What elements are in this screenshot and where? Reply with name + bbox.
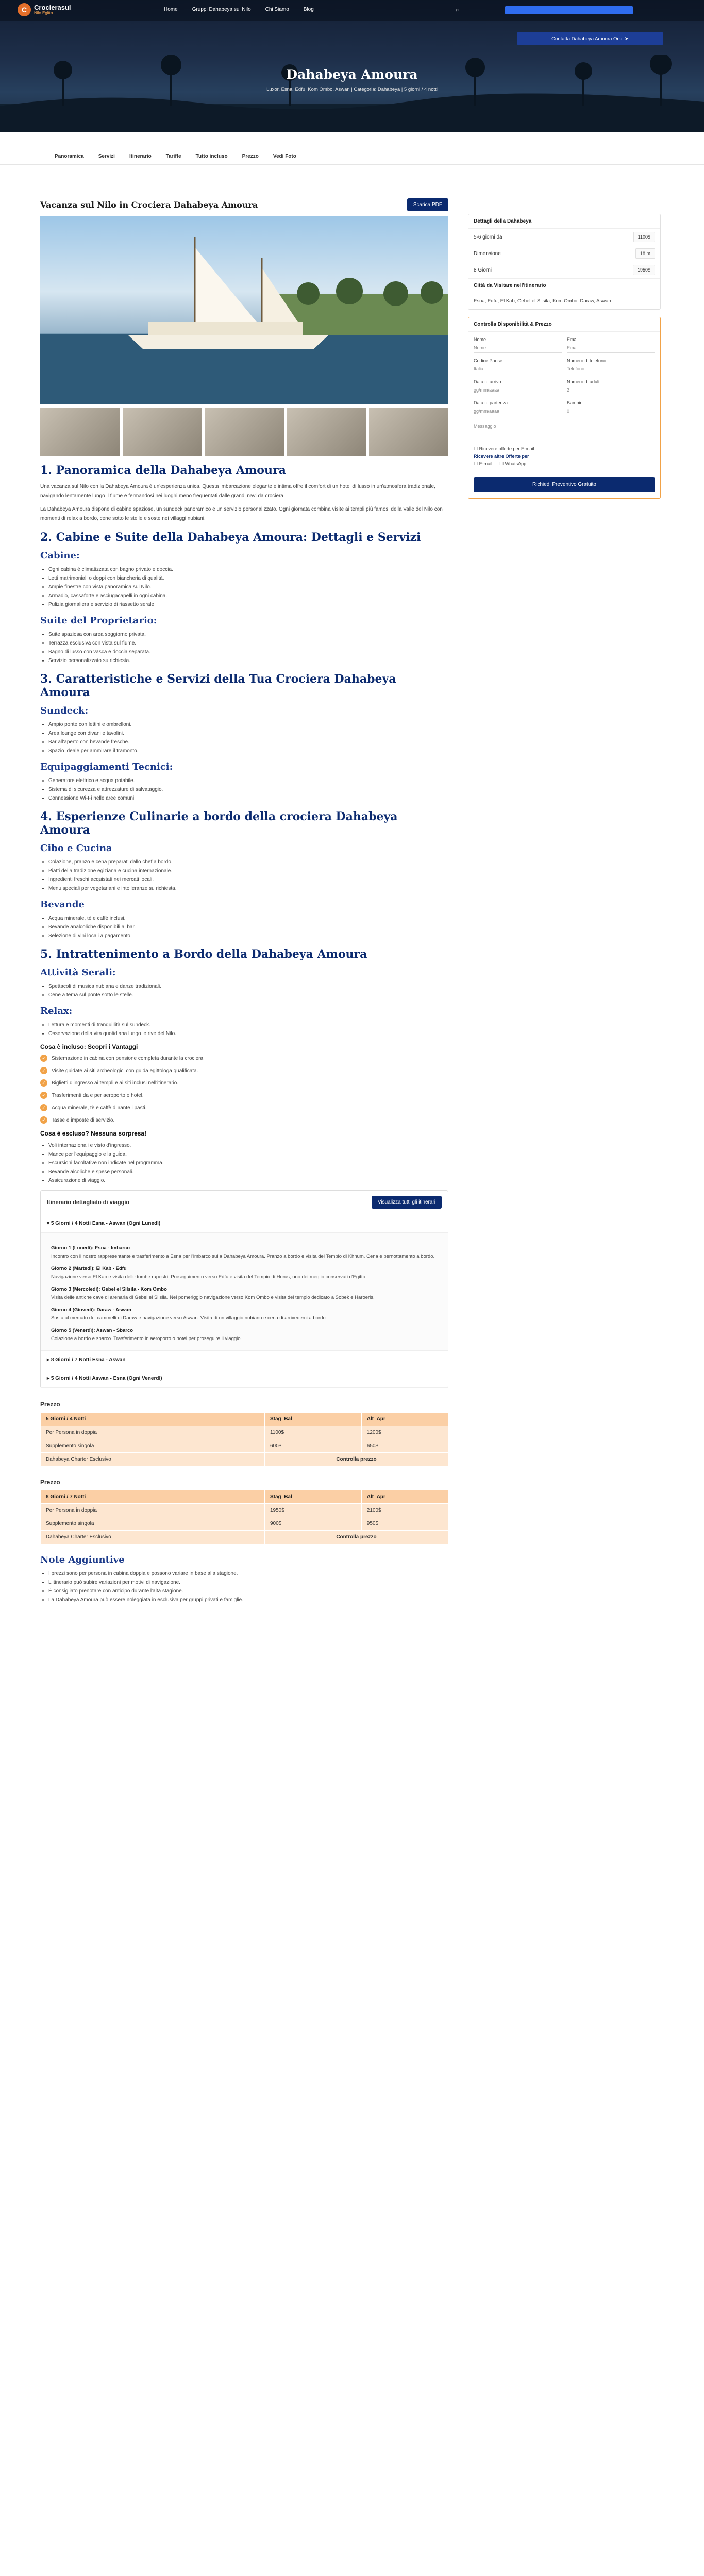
list-item: • Pulizia giornaliera e servizio di riassetto serale. — [48, 600, 448, 609]
day-text: Navigazione verso El Kab e visita delle tombe rupestri. Proseguimento verso Edfu e visita del Tempio di Horus, uno dei meglio conservati d'Egitto. — [51, 1274, 367, 1280]
list-item: • Generatore elettrico e acqua potabile. — [48, 776, 448, 785]
page-subtitle: Luxor, Esna, Edfu, Kom Ombo, Aswan | Categoria: Dahabeya | 5 giorni / 4 notti — [266, 87, 438, 92]
field-label: Codice Paese — [474, 358, 503, 363]
request-quote-button[interactable]: Richiedi Preventivo Gratuito — [474, 477, 655, 492]
list-item: • Acqua minerale, tè e caffè inclusi. — [48, 914, 448, 923]
list-item: • Ampio ponte con lettini e ombrelloni. — [48, 720, 448, 729]
logo-subtitle: Nilo Egitto — [34, 11, 53, 15]
list-item: • È consigliato prenotare con anticipo durante l'alta stagione. — [48, 1587, 448, 1596]
page-title: Dahabeya Amoura — [286, 67, 418, 82]
list-item: • Letti matrimoniali o doppi con biancheria di qualità. — [48, 574, 448, 583]
list-item: • Terrazza esclusiva con vista sul fiume. — [48, 639, 448, 648]
list-item: • Assicurazione di viaggio. — [48, 1176, 448, 1185]
nav-home[interactable]: Home — [164, 7, 178, 12]
bullet-list — [48, 776, 448, 803]
list-item: • Bar all'aperto con bevande fresche. — [48, 738, 448, 747]
table-header: 5 Giorni / 4 Notti — [41, 1413, 265, 1426]
main-dahabeya-photo[interactable] — [40, 216, 448, 404]
included-text: Acqua minerale, tè e caffè durante i pasti. — [52, 1105, 147, 1111]
list-item: • Ampie finestre con vista panoramica sul Nilo. — [48, 583, 448, 591]
arrival-date-input[interactable]: gg/mm/aaaa — [474, 385, 562, 395]
included-item — [40, 1116, 448, 1125]
check-icon: ✓ — [40, 1067, 47, 1074]
included-text: Tasse e imposte di servizio. — [52, 1117, 115, 1123]
send-icon: ➤ — [624, 36, 629, 42]
table-header: Stag_Bal — [264, 1490, 361, 1504]
section-heading: 4. Esperienze Culinarie a bordo della crociera Dahabeya Amoura — [40, 810, 398, 837]
excluded-heading: Cosa è escluso? Nessuna sorpresa! — [40, 1130, 147, 1137]
hero-palms-image — [0, 55, 704, 132]
thumbnail[interactable] — [369, 408, 448, 456]
availability-heading: Controlla Disponibilità & Prezzo — [468, 317, 660, 332]
search-icon[interactable]: ⌕ — [456, 6, 459, 13]
field-label: Numero di adulti — [567, 379, 601, 384]
detail-label: 5-6 giorni da — [474, 234, 502, 240]
field-label: Bambini — [567, 400, 584, 405]
main-content — [40, 198, 448, 1608]
tab-servizi[interactable]: Servizi — [98, 154, 115, 159]
checkbox-label: E-mail — [479, 461, 493, 466]
accordion-title: 8 Giorni / 7 Notti Esna - Aswan — [51, 1357, 126, 1363]
list-item: • Osservazione della vita quotidiana lungo le rive del Nilo. — [48, 1029, 448, 1038]
name-input[interactable]: Nome — [474, 343, 562, 353]
notes-list — [48, 1569, 448, 1604]
list-item: • Bevande analcoliche disponibili al bar. — [48, 923, 448, 931]
availability-form — [468, 317, 661, 499]
included-text: Sistemazione in cabina con pensione completa durante la crociera. — [52, 1056, 205, 1061]
table-cell: Per Persona in doppia — [41, 1426, 265, 1439]
contact-button[interactable] — [517, 32, 663, 45]
field-label: Email — [567, 337, 579, 342]
table-header: Alt_Apr — [361, 1490, 448, 1504]
logo-mark-icon: C — [18, 3, 31, 16]
section-heading: 1. Panoramica della Dahabeya Amoura — [40, 464, 286, 477]
departure-date-input[interactable]: gg/mm/aaaa — [474, 406, 562, 416]
tab-vedi-foto[interactable]: Vedi Foto — [273, 154, 296, 159]
field-label: Nome — [474, 337, 487, 342]
list-item: • Ingredienti freschi acquistati nei mercati locali. — [48, 875, 448, 884]
bullet-list — [48, 858, 448, 893]
list-item: • Piatti della tradizione egiziana e cucina internazionale. — [48, 867, 448, 875]
included-text: Trasferimenti da e per aeroporto o hotel. — [52, 1093, 144, 1098]
list-item: • Escursioni facoltative non indicate nel programma. — [48, 1159, 448, 1167]
table-cell: Supplemento singola — [41, 1517, 265, 1531]
sub-heading: Attività Serali: — [40, 967, 116, 978]
bullet-list — [48, 720, 448, 755]
table-cell: Dahabeya Charter Esclusivo — [41, 1453, 265, 1466]
day-text: Visita delle antiche cave di arenaria di Gebel el Silsila. Nel pomeriggio navigazione verso Kom Ombo e visita del tempio dedicato a Sobek e Haroeris. — [51, 1295, 375, 1300]
day-title: Giorno 5 (Venerdì): Aswan - Sbarco — [51, 1328, 133, 1333]
offers-checkbox[interactable]: ☐ Ricevere offerte per E-mail — [474, 446, 534, 451]
excluded-list — [48, 1141, 448, 1185]
sidebar — [468, 214, 661, 506]
nav-gruppi[interactable]: Gruppi Dahabeya sul Nilo — [192, 7, 251, 12]
sub-heading: Equipaggiamenti Tecnici: — [40, 761, 173, 772]
field-label: Numero di telefono — [567, 358, 607, 363]
list-item: • Voli internazionali e visto d'ingresso. — [48, 1141, 448, 1150]
list-item: • Bevande alcoliche e spese personali. — [48, 1167, 448, 1176]
list-item: • La Dahabeya Amoura può essere noleggiata in esclusiva per gruppi privati e famiglie. — [48, 1596, 448, 1604]
tab-itinerario[interactable]: Itinerario — [129, 154, 152, 159]
list-item: • Servizio personalizzato su richiesta. — [48, 656, 448, 665]
check-icon: ✓ — [40, 1116, 47, 1124]
day-text: Incontro con il nostro rappresentante e trasferimento a Esna per l'imbarco sulla Dahabeya Amoura. Pranzo a bordo e visita del Tempio di Khnum. Cena e pernottamento a bordo. — [51, 1253, 435, 1259]
table-cell: Dahabeya Charter Esclusivo — [41, 1531, 265, 1544]
bullet-list — [48, 630, 448, 665]
sub-heading: Sundeck: — [40, 705, 89, 716]
list-item: • Spettacoli di musica nubiana e danze tradizionali. — [48, 982, 448, 991]
list-item: • L'itinerario può subire variazioni per motivi di navigazione. — [48, 1578, 448, 1587]
included-item — [40, 1079, 448, 1088]
section-heading: 2. Cabine e Suite della Dahabeya Amoura: Dettagli e Servizi — [40, 531, 421, 544]
hero-banner — [0, 0, 704, 132]
detail-label: Dimensione — [474, 250, 501, 257]
list-item: • I prezzi sono per persona in cabina doppia e possono variare in base alla stagione. — [48, 1569, 448, 1578]
day-text: Colazione a bordo e sbarco. Trasferimento in aeroporto o hotel per proseguire il viaggio. — [51, 1336, 242, 1342]
field-label: Data di partenza — [474, 400, 508, 405]
whatsapp-checkbox[interactable]: ☐ WhatsApp — [499, 461, 527, 466]
list-item: • Mance per l'equipaggio e la guida. — [48, 1150, 448, 1159]
logo-title: Crocierasul — [34, 4, 71, 11]
table-cell: 2100$ — [361, 1504, 448, 1517]
itinerary-box — [40, 1190, 448, 1388]
included-heading: Cosa è incluso: Scopri i Vantaggi — [40, 1043, 138, 1050]
itinerary-accordion[interactable]: ▾ 5 Giorni / 4 Notti Esna - Aswan (Ogni Lunedì) — [41, 1214, 448, 1233]
bullet-list — [48, 565, 448, 609]
list-item: • Sistema di sicurezza e attrezzature di salvataggio. — [48, 785, 448, 794]
table-header: 8 Giorni / 7 Notti — [41, 1490, 265, 1504]
detail-value: 18 m — [635, 248, 655, 259]
included-item — [40, 1104, 448, 1112]
check-price-button[interactable]: Controlla prezzo — [264, 1531, 448, 1544]
price-table — [40, 1412, 448, 1466]
section-heading: 5. Intrattenimento a Bordo della Dahabeya Amoura — [40, 947, 367, 961]
cities-heading: Città da Visitare nell'itinerario — [468, 278, 660, 293]
check-icon: ✓ — [40, 1079, 47, 1087]
bullet-list — [48, 982, 448, 999]
included-item — [40, 1092, 448, 1100]
country-code-select[interactable]: Italia — [474, 364, 562, 374]
download-pdf-button[interactable]: Scarica PDF — [407, 198, 448, 211]
included-item — [40, 1055, 448, 1063]
table-cell: 600$ — [264, 1439, 361, 1453]
accordion-title: 5 Giorni / 4 Notti Esna - Aswan (Ogni Lunedì) — [51, 1221, 161, 1226]
list-item: • Connessione Wi-Fi nelle aree comuni. — [48, 794, 448, 803]
list-item: • Menu speciali per vegetariani e intolleranze su richiesta. — [48, 884, 448, 893]
table-cell: 1950$ — [264, 1504, 361, 1517]
table-header: Stag_Bal — [264, 1413, 361, 1426]
checkbox-label: Ricevere offerte per E-mail — [479, 446, 534, 451]
day-title: Giorno 2 (Martedì): El Kab - Edfu — [51, 1266, 127, 1272]
contact-button-label: Contatta Dahabeya Amoura Ora — [551, 36, 622, 42]
list-item: • Armadio, cassaforte e asciugacapelli in ogni cabina. — [48, 591, 448, 600]
list-item: • Cene a tema sul ponte sotto le stelle. — [48, 991, 448, 999]
language-bar[interactable] — [505, 6, 633, 14]
sub-heading: Cibo e Cucina — [40, 843, 112, 854]
tab-tariffe[interactable]: Tariffe — [165, 154, 181, 159]
table-cell: 950$ — [361, 1517, 448, 1531]
bullet-list — [48, 914, 448, 940]
tab-prezzo[interactable]: Prezzo — [242, 154, 259, 159]
phone-input[interactable]: Telefono — [567, 364, 655, 374]
section-tabs — [0, 149, 704, 165]
checkbox-label: WhatsApp — [505, 461, 527, 466]
cities-text: Esna, Edfu, El Kab, Gebel el Silsila, Kom Ombo, Daraw, Aswan — [474, 298, 611, 304]
thumbnail[interactable] — [205, 408, 284, 456]
list-item: • Lettura e momenti di tranquillità sul sundeck. — [48, 1021, 448, 1029]
thumbnail[interactable] — [287, 408, 366, 456]
details-heading: Dettagli della Dahabeya — [468, 214, 660, 229]
list-item: • Colazione, pranzo e cena preparati dallo chef a bordo. — [48, 858, 448, 867]
main-nav — [164, 7, 314, 12]
detail-value: 1100$ — [633, 232, 655, 242]
day-title: Giorno 4 (Giovedì): Daraw - Aswan — [51, 1307, 131, 1313]
included-text: Biglietti d'ingresso ai templi e ai siti inclusi nell'itinerario. — [52, 1080, 179, 1086]
list-item: • Bagno di lusso con vasca e doccia separata. — [48, 648, 448, 656]
table-cell: 1200$ — [361, 1426, 448, 1439]
itinerary-accordion[interactable]: ▸ 5 Giorni / 4 Notti Aswan - Esna (Ogni Venerdì) — [41, 1369, 448, 1388]
table-cell: 650$ — [361, 1439, 448, 1453]
email-checkbox[interactable]: ☐ E-mail — [474, 461, 493, 466]
table-cell: Per Persona in doppia — [41, 1504, 265, 1517]
check-icon: ✓ — [40, 1092, 47, 1099]
day-title: Giorno 1 (Lunedì): Esna - Imbarco — [51, 1245, 130, 1251]
photo-thumbnails — [40, 408, 448, 456]
tab-tutto-incluso[interactable]: Tutto incluso — [195, 154, 228, 159]
day-title: Giorno 3 (Mercoledì): Gebel el Silsila - Kom Ombo — [51, 1286, 167, 1292]
itinerary-title: Itinerario dettagliato di viaggio — [47, 1199, 130, 1206]
dahabeya-illustration — [40, 216, 448, 404]
day-text: Sosta al mercato dei cammelli di Daraw e navigazione verso Aswan. Visita di un villaggio nubiano e cena di arrivederci a bordo. — [51, 1315, 327, 1321]
check-icon: ✓ — [40, 1104, 47, 1111]
included-text: Visite guidate ai siti archeologici con guida egittologa qualificata. — [52, 1068, 198, 1074]
nav-blog[interactable]: Blog — [303, 7, 314, 12]
paragraph: La Dahabeya Amoura dispone di cabine spaziose, un sundeck panoramico e un servizio personalizzato. Ogni giornata combina visite ai templi più famosi della Valle del Nilo con momenti di relax a bordo, cene sotto le stelle e soste nei villaggi nubiani. — [40, 506, 443, 521]
notes-heading: Note Aggiuntive — [40, 1554, 125, 1565]
children-select[interactable]: 0 — [567, 406, 655, 416]
list-item: • Ogni cabina è climatizzata con bagno privato e doccia. — [48, 565, 448, 574]
thumbnail[interactable] — [40, 408, 120, 456]
list-item: • Spazio ideale per ammirare il tramonto. — [48, 747, 448, 755]
check-price-button[interactable]: Controlla prezzo — [264, 1453, 448, 1466]
section-heading: 3. Caratteristiche e Servizi della Tua Crociera Dahabeya Amoura — [40, 672, 396, 699]
table-cell: Supplemento singola — [41, 1439, 265, 1453]
bullet-list — [48, 1021, 448, 1038]
tour-title: Vacanza sul Nilo in Crociera Dahabeya Amoura — [40, 200, 258, 210]
tab-panoramica[interactable]: Panoramica — [55, 154, 84, 159]
detail-value: 1950$ — [633, 265, 655, 275]
detail-label: 8 Giorni — [474, 267, 492, 273]
list-item: • Suite spaziosa con area soggiorno privata. — [48, 630, 448, 639]
paragraph: Una vacanza sul Nilo con la Dahabeya Amoura è un'esperienza unica. Questa imbarcazione elegante e intima offre il comfort di un hotel di lusso in un'atmosfera tradizionale, navigando lentamente lungo il fiume e fermandosi nei luoghi meno frequentati dalle grandi navi da crociera. — [40, 484, 435, 499]
itinerary-accordion[interactable]: ▸ 8 Giorni / 7 Notti Esna - Aswan — [41, 1351, 448, 1369]
table-cell: 1100$ — [264, 1426, 361, 1439]
list-item: • Area lounge con divani e tavolini. — [48, 729, 448, 738]
sub-heading: Cabine: — [40, 550, 80, 561]
table-cell: 900$ — [264, 1517, 361, 1531]
price-table — [40, 1490, 448, 1544]
nav-chi-siamo[interactable]: Chi Siamo — [265, 7, 289, 12]
price-heading: Prezzo — [40, 1401, 60, 1408]
price-heading: Prezzo — [40, 1479, 60, 1486]
check-icon: ✓ — [40, 1055, 47, 1062]
itinerary-body — [41, 1233, 448, 1351]
offers-heading: Ricevere altre Offerte per — [474, 454, 529, 459]
sub-heading: Relax: — [40, 1006, 73, 1016]
details-box — [468, 214, 661, 310]
sub-heading: Suite del Proprietario: — [40, 615, 157, 626]
sub-heading: Bevande — [40, 899, 85, 910]
message-textarea[interactable]: Messaggio — [474, 421, 655, 442]
email-input[interactable]: Email — [567, 343, 655, 353]
field-label: Data di arrivo — [474, 379, 501, 384]
adults-select[interactable]: 2 — [567, 385, 655, 395]
accordion-title: 5 Giorni / 4 Notti Aswan - Esna (Ogni Venerdì) — [51, 1376, 162, 1381]
view-all-itineraries-button[interactable]: Visualizza tutti gli itinerari — [372, 1196, 442, 1209]
included-item — [40, 1067, 448, 1075]
table-header: Alt_Apr — [361, 1413, 448, 1426]
site-logo[interactable] — [18, 3, 71, 16]
thumbnail[interactable] — [123, 408, 202, 456]
list-item: • Selezione di vini locali a pagamento. — [48, 931, 448, 940]
